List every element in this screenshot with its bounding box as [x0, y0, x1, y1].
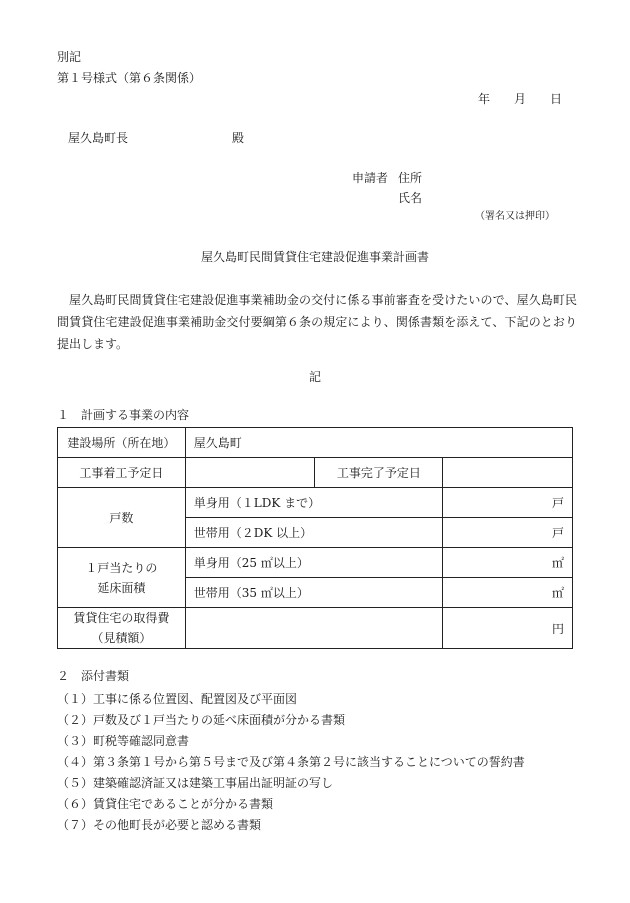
- section2-heading: ２ 添付書類: [57, 669, 130, 683]
- table-row: [58, 548, 573, 578]
- addressee-honorific: 殿: [232, 131, 245, 145]
- form-number: 第１号様式（第６条関係）: [57, 71, 202, 85]
- single-area-unit: ㎡: [443, 548, 573, 578]
- units-label: 戸数: [58, 488, 186, 548]
- cost-label-line1: 賃貸住宅の取得費: [73, 611, 170, 625]
- addressee-name: 屋久島町長: [68, 131, 129, 145]
- floor-area-label: [58, 548, 186, 608]
- applicant-name-label: 氏名: [398, 191, 423, 205]
- table-row: [58, 608, 573, 649]
- list-item: （４）第３条第１号から第５号まで及び第４条第２号に該当することについての誓約書: [57, 755, 525, 769]
- seal-note: （署名又は押印）: [475, 211, 555, 222]
- bekki-label: 別記: [57, 50, 82, 64]
- list-item: （１）工事に係る位置図、配置図及び平面図: [57, 692, 298, 706]
- end-date-value: [443, 458, 573, 488]
- floor-area-label-line2: 延床面積: [97, 580, 146, 595]
- cost-value: [185, 608, 442, 649]
- applicant-address-label: 住所: [398, 171, 423, 185]
- family-units-label: 世帯用（２DK 以上）: [185, 518, 442, 548]
- single-units-label: 単身用（１LDK まで）: [185, 488, 442, 518]
- list-item: （５）建築確認済証又は建築工事届出証明証の写し: [57, 776, 334, 790]
- list-item: （２）戸数及び１戸当たりの延べ床面積が分かる書類: [57, 713, 346, 727]
- body-paragraph: 屋久島町民間賃貸住宅建設促進事業補助金の交付に係る事前審査を受けたいので、屋久島町民間賃貸住宅建設促進事業補助金交付要綱第６条の規定により、関係書類を添えて、下記のとおり提出します。: [57, 293, 577, 351]
- ki-label: 記: [308, 370, 321, 384]
- start-date-value: [185, 458, 315, 488]
- document-title: 屋久島町民間賃貸住宅建設促進事業計画書: [200, 250, 429, 264]
- location-value: 屋久島町: [185, 428, 572, 458]
- location-label: 建設場所（所在地）: [58, 428, 186, 458]
- table-row: [58, 428, 573, 458]
- family-area-label: 世帯用（35 ㎡以上）: [185, 578, 442, 608]
- single-area-label: 単身用（25 ㎡以上）: [185, 548, 442, 578]
- end-date-label: 工事完了予定日: [315, 458, 443, 488]
- applicant-label: 申請者: [352, 171, 389, 185]
- table-row: [58, 458, 573, 488]
- single-units-unit: 戸: [443, 488, 573, 518]
- list-item: （６）賃貸住宅であることが分かる書類: [57, 797, 274, 811]
- start-date-label: 工事着工予定日: [58, 458, 186, 488]
- list-item: （３）町税等確認同意書: [57, 734, 190, 748]
- cost-unit: 円: [443, 608, 573, 649]
- family-area-unit: ㎡: [443, 578, 573, 608]
- family-units-unit: 戸: [443, 518, 573, 548]
- section1-heading: １ 計画する事業の内容: [57, 408, 190, 422]
- plan-table: [57, 427, 573, 649]
- floor-area-label-line1: １戸当たりの: [85, 560, 158, 575]
- cost-label: [58, 608, 186, 649]
- table-row: [58, 488, 573, 518]
- date-field: 年 月 日: [478, 92, 563, 106]
- list-item: （７）その他町長が必要と認める書類: [57, 818, 262, 832]
- cost-label-line2: （見積額）: [91, 631, 152, 645]
